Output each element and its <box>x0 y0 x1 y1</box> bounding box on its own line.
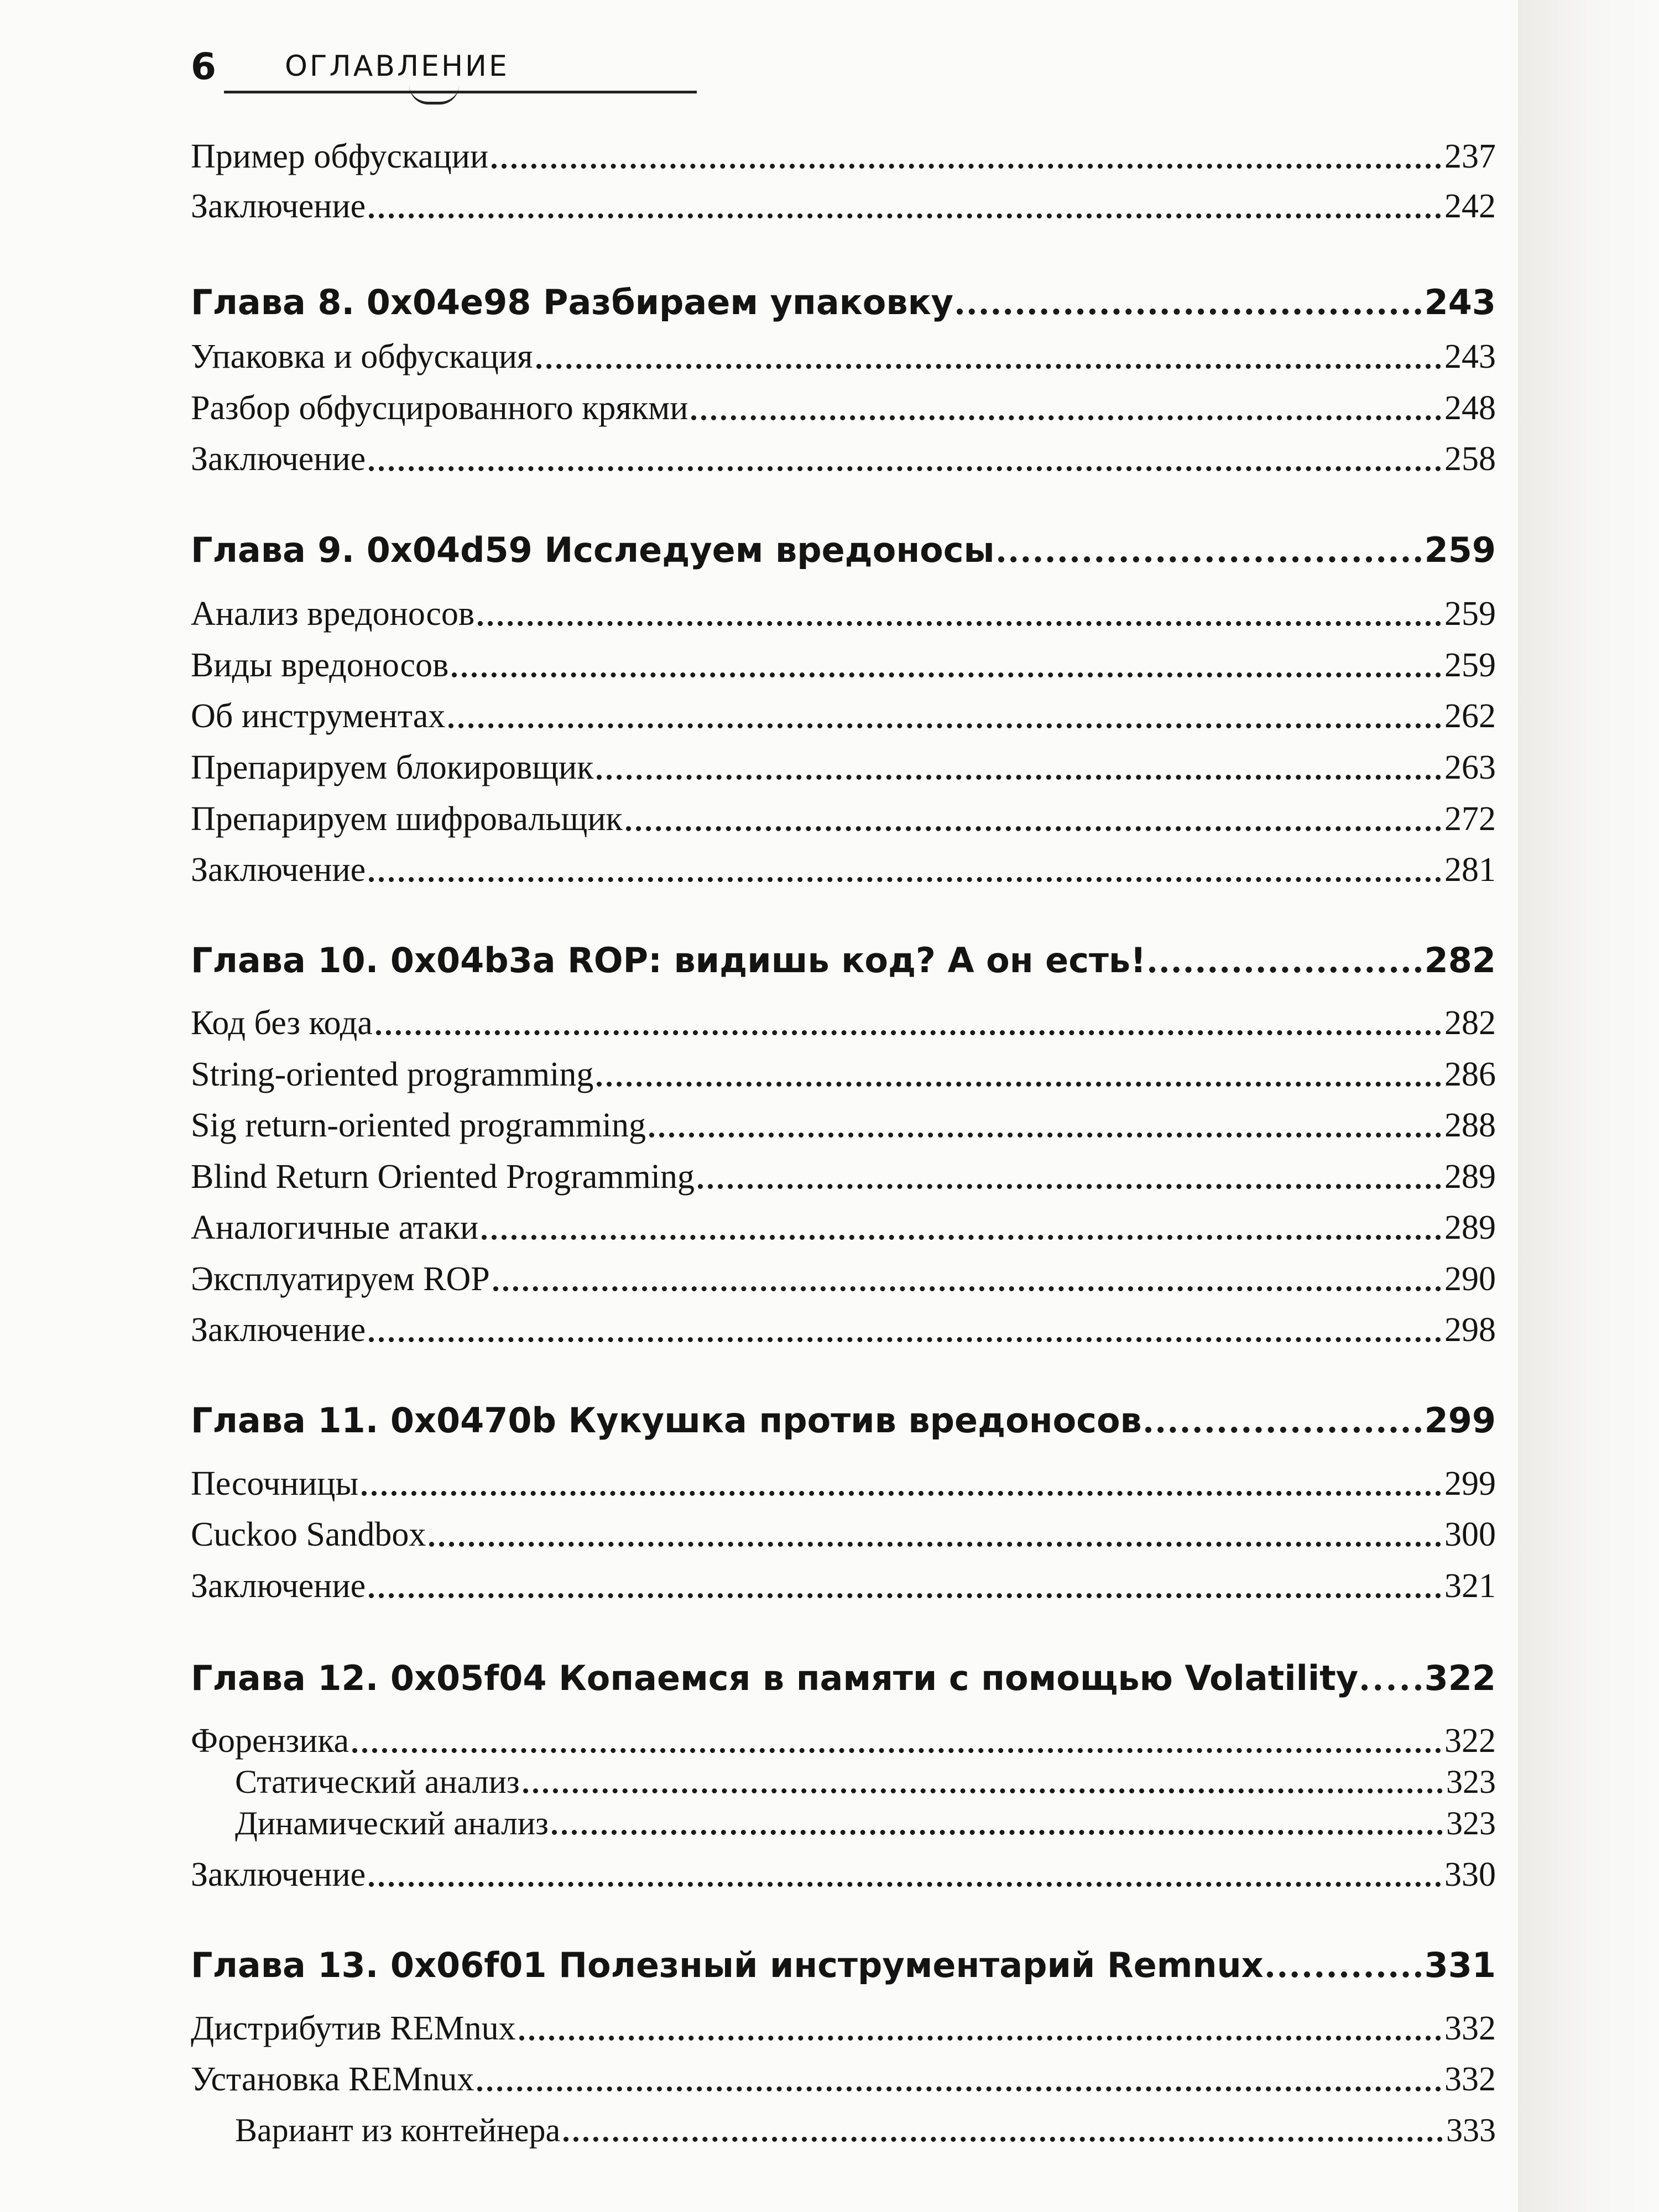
toc-entry-row[interactable] <box>191 851 1496 890</box>
dot-leader <box>493 1286 1441 1291</box>
toc-page-number: 258 <box>1444 440 1496 478</box>
toc-entry-row[interactable] <box>191 1311 1496 1350</box>
toc-label: Аналогичные атаки <box>191 1209 479 1246</box>
toc-label: Разбор обфусцированного крякми <box>191 389 688 427</box>
dot-leader <box>452 672 1441 677</box>
toc-page-number: 333 <box>1446 2112 1496 2148</box>
toc-entry-row[interactable] <box>191 697 1496 736</box>
toc-label: Препарируем шифровальщик <box>191 800 623 838</box>
dot-leader <box>519 2036 1441 2041</box>
toc-entry-row[interactable] <box>191 337 1496 377</box>
toc-page-number: 272 <box>1444 800 1496 838</box>
toc-label: Песочницы <box>191 1465 359 1503</box>
toc-entry-row[interactable] <box>191 187 1496 226</box>
toc-entry-row[interactable] <box>191 389 1496 428</box>
toc-label: Заключение <box>191 1567 366 1605</box>
toc-label: Пример обфускации <box>191 138 489 175</box>
toc-page-number: 259 <box>1444 595 1496 633</box>
dot-leader <box>429 1542 1441 1547</box>
toc-label: Анализ вредоносов <box>191 595 475 633</box>
toc-entry-row[interactable] <box>191 1260 1496 1299</box>
dot-leader <box>362 1491 1441 1496</box>
toc-page-number: 321 <box>1444 1567 1496 1605</box>
dot-leader <box>1267 1971 1421 1978</box>
toc-page-number: 237 <box>1444 138 1496 175</box>
toc-page-number: 288 <box>1444 1107 1496 1144</box>
toc-page-number: 322 <box>1444 1722 1496 1760</box>
toc-chapter-row[interactable] <box>191 1400 1496 1441</box>
toc-page-number: 282 <box>1424 940 1496 980</box>
toc-entry-row[interactable] <box>191 2060 1496 2099</box>
toc-label: Глава 10. 0x04b3a ROP: видишь код? А он есть! <box>191 940 1146 980</box>
toc-label: Cuckoo Sandbox <box>191 1516 426 1553</box>
toc-entry-row[interactable] <box>191 137 1496 176</box>
section-title: ОГЛАВЛЕНИЕ <box>285 50 509 83</box>
toc-page-number: 322 <box>1424 1658 1496 1698</box>
toc-page-number: 330 <box>1444 1856 1496 1893</box>
toc-entry-row[interactable] <box>191 1567 1496 1606</box>
dot-leader <box>352 1748 1441 1753</box>
toc-entry-row[interactable] <box>191 440 1496 479</box>
page-number: 6 <box>191 45 216 88</box>
toc-page-number: 262 <box>1444 697 1496 735</box>
toc-entry-row[interactable] <box>191 800 1496 839</box>
toc-page-number: 298 <box>1444 1311 1496 1349</box>
dot-leader <box>369 1882 1441 1887</box>
toc-entry-row[interactable] <box>191 594 1496 634</box>
toc-entry-row[interactable] <box>191 1208 1496 1248</box>
dot-leader <box>552 1830 1443 1835</box>
toc-entry-row[interactable] <box>191 1055 1496 1094</box>
toc-label: Глава 11. 0x0470b Кукушка против вредоносов <box>191 1400 1142 1441</box>
toc-page-number: 286 <box>1444 1056 1496 1093</box>
dot-leader <box>957 309 1421 315</box>
dot-leader <box>597 1082 1441 1087</box>
toc-label: Глава 8. 0x04e98 Разбираем упаковку <box>191 282 954 322</box>
toc-page-number: 289 <box>1444 1209 1496 1246</box>
toc-label: Препарируем блокировщик <box>191 749 594 786</box>
toc-label: Код без кода <box>191 1004 373 1042</box>
toc-entry-row[interactable] <box>235 1804 1496 1843</box>
toc-page-number: 259 <box>1444 646 1496 684</box>
toc-label: Blind Return Oriented Programming <box>191 1158 695 1196</box>
toc-entry-row[interactable] <box>191 1515 1496 1554</box>
dot-leader <box>698 1184 1441 1189</box>
toc-label: Заключение <box>191 187 366 225</box>
dot-leader <box>1149 967 1421 973</box>
toc-chapter-row[interactable] <box>191 1658 1496 1698</box>
toc-entry-row[interactable] <box>191 1004 1496 1043</box>
toc-entry-row[interactable] <box>191 646 1496 685</box>
dot-leader <box>448 723 1441 728</box>
toc-entry-row[interactable] <box>191 1106 1496 1145</box>
toc-label: Виды вредоносов <box>191 646 449 684</box>
toc-page-number: 300 <box>1444 1516 1496 1553</box>
toc-page-number: 242 <box>1444 187 1496 225</box>
toc-chapter-row[interactable] <box>191 940 1496 980</box>
toc-chapter-row[interactable] <box>191 1945 1496 1985</box>
dot-leader <box>478 621 1441 626</box>
dot-leader <box>369 213 1441 218</box>
dot-leader <box>597 775 1441 780</box>
toc-chapter-row[interactable] <box>191 282 1496 322</box>
toc-page-number: 243 <box>1444 338 1496 375</box>
toc-entry-row[interactable] <box>235 2111 1496 2150</box>
toc-label: Заключение <box>191 1856 366 1893</box>
toc-page-number: 323 <box>1446 1805 1496 1841</box>
toc-label: Заключение <box>191 851 366 889</box>
toc-page-number: 259 <box>1424 530 1496 570</box>
dot-leader <box>369 466 1441 471</box>
toc-entry-row[interactable] <box>191 1721 1496 1761</box>
toc-label: Заключение <box>191 1311 366 1349</box>
toc-label: Динамический анализ <box>235 1805 549 1841</box>
toc-page-number: 263 <box>1444 749 1496 786</box>
toc-label: Эксплуатируем ROP <box>191 1260 490 1298</box>
dot-leader <box>482 1235 1441 1240</box>
toc-entry-row[interactable] <box>191 1855 1496 1895</box>
dot-leader <box>691 415 1441 420</box>
dot-leader <box>369 1337 1441 1342</box>
dot-leader <box>376 1030 1441 1035</box>
toc-entry-row[interactable] <box>191 1157 1496 1197</box>
toc-page-number: 332 <box>1444 2010 1496 2047</box>
dot-leader <box>649 1133 1441 1138</box>
toc-entry-row[interactable] <box>191 748 1496 787</box>
dot-leader <box>998 556 1421 562</box>
toc-label: Sig return-oriented programming <box>191 1107 646 1144</box>
toc-label: Об инструментах <box>191 697 446 735</box>
toc-chapter-row[interactable] <box>191 530 1496 570</box>
toc-label: Глава 13. 0x06f01 Полезный инструментарий Remnux <box>191 1945 1264 1985</box>
toc-label: Глава 12. 0x05f04 Копаемся в памяти с помощью Volatility <box>191 1658 1359 1698</box>
dot-leader <box>1145 1427 1421 1433</box>
dot-leader <box>523 1788 1443 1793</box>
dot-leader <box>564 2137 1443 2142</box>
toc-entry-row[interactable] <box>191 2009 1496 2048</box>
dot-leader <box>492 164 1441 169</box>
toc-page-number: 290 <box>1444 1260 1496 1298</box>
toc-page-number: 282 <box>1444 1004 1496 1042</box>
toc-page-number: 332 <box>1444 2060 1496 2098</box>
toc-page-number: 331 <box>1424 1945 1496 1985</box>
toc-page-number: 243 <box>1424 282 1496 322</box>
toc-label: String-oriented programming <box>191 1056 594 1093</box>
dot-leader <box>477 2086 1441 2091</box>
toc-page-number: 289 <box>1444 1158 1496 1196</box>
toc-label: Вариант из контейнера <box>235 2112 561 2148</box>
toc-label: Глава 9. 0x04d59 Исследуем вредоносы <box>191 530 995 570</box>
toc-page-number: 281 <box>1444 851 1496 889</box>
dot-leader <box>536 364 1441 369</box>
toc-label: Статический анализ <box>235 1764 520 1800</box>
toc-page-number: 299 <box>1444 1465 1496 1503</box>
toc-page-number: 248 <box>1444 389 1496 427</box>
toc-page-number: 299 <box>1424 1400 1496 1441</box>
toc-entry-row[interactable] <box>191 1464 1496 1504</box>
toc-page-number: 323 <box>1446 1764 1496 1800</box>
dot-leader <box>1361 1684 1421 1691</box>
toc-label: Упаковка и обфускация <box>191 338 533 375</box>
toc-label: Дистрибутив REMnux <box>191 2010 516 2047</box>
dot-leader <box>626 826 1441 831</box>
toc-label: Форензика <box>191 1722 349 1760</box>
toc-label: Установка REMnux <box>191 2060 474 2098</box>
toc-entry-row[interactable] <box>235 1763 1496 1801</box>
toc-label: Заключение <box>191 440 366 478</box>
dot-leader <box>369 877 1441 882</box>
dot-leader <box>369 1593 1441 1598</box>
